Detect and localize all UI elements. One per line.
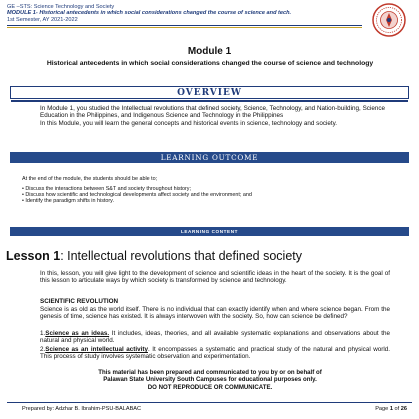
overview-heading: OVERVIEW [10, 86, 409, 99]
page-number: Page 1 of 26 [375, 406, 407, 412]
learning-outcome-list [22, 186, 402, 204]
list-item: • Discuss how scientific and technological developments affect society and the environment; and [22, 192, 252, 198]
learning-content-heading: LEARNING CONTENT [10, 227, 409, 236]
bullet-icon: • [22, 186, 26, 192]
module-subtitle: Historical antecedents in which social considerations changed the course of science and technology [46, 60, 374, 67]
header-semester: 1st Semester, AY 2021-2022 [7, 16, 78, 23]
lesson-label: Lesson 1 [6, 249, 61, 263]
overview-text [40, 105, 385, 127]
bullet-icon: • [22, 192, 26, 198]
definition-1-term: Science as an ideas. [45, 330, 110, 337]
lesson-title-text: : Intellectual revolutions that defined society [60, 249, 302, 263]
section-text: Science is as old as the world itself. There is no individual that can exactly identify when and where science began. From the genesis of time, science has existed. It is always interwoven with the society. So, how can science be defined? [40, 306, 390, 321]
section-heading: SCIENTIFIC REVOLUTION [40, 298, 119, 305]
overview-paragraph-2: In this Module, you will learn the general concepts and historical events in science, technology and society. [40, 119, 338, 127]
footer-prepared-by: Prepared by: Adzhar B. Ibrahim-PSU-BALABAC [22, 406, 142, 412]
lesson-intro: In this, lesson, you will give light to the development of science and scientific ideas in the heart of the society. It is the goal of this lesson to articulate ways by which society is transformed by science and technology. [40, 270, 390, 285]
header-module: MODULE 1- Historical antecedents in which social considerations changed the course of science and tech. [7, 10, 292, 17]
document-header [7, 4, 337, 23]
overview-paragraph-1: In Module 1, you studied the Intellectual revolutions that defined society, Science, Technology, and Nation-building, Science Education in the Philippines, and Indigenous Science and Technology in the Philippines [40, 105, 385, 120]
definition-2: 2.Science as an intellectual activity. It encompasses a systematic and practical study of the natural and physical world. This process of study involves systematic observation and experimentation. [40, 346, 391, 361]
header-divider [7, 25, 362, 26]
list-item: • Identify the paradigm shifts in history. [22, 198, 114, 204]
definition-2-term: Science as an intellectual activity [45, 346, 148, 353]
learning-outcome-intro: At the end of the module, the students should be able to; [22, 176, 158, 182]
copyright-notice: This material has been prepared and communicated to you by or on behalf of Palawan State University South Campuses for educational purposes only. DO NOT REPRODUCE OR COMMUNICATE. [98, 369, 322, 391]
learning-outcome-heading: LEARNING OUTCOME [10, 152, 409, 163]
footer-divider [7, 402, 412, 403]
bullet-icon: • [22, 198, 26, 204]
university-seal-icon [372, 3, 406, 37]
module-title: Module 1 [187, 46, 232, 57]
lesson-title [6, 249, 302, 263]
list-item: • Discuss the interactions between S&T and society throughout history; [22, 186, 191, 192]
header-course: GE –STS: Science Technology and Society [7, 4, 115, 10]
definition-1: 1.Science as an ideas. It includes, ideas, theories, and all available systematic explanations and observations about the natural and physical world. [40, 330, 390, 345]
header-divider-accent [7, 27, 362, 28]
